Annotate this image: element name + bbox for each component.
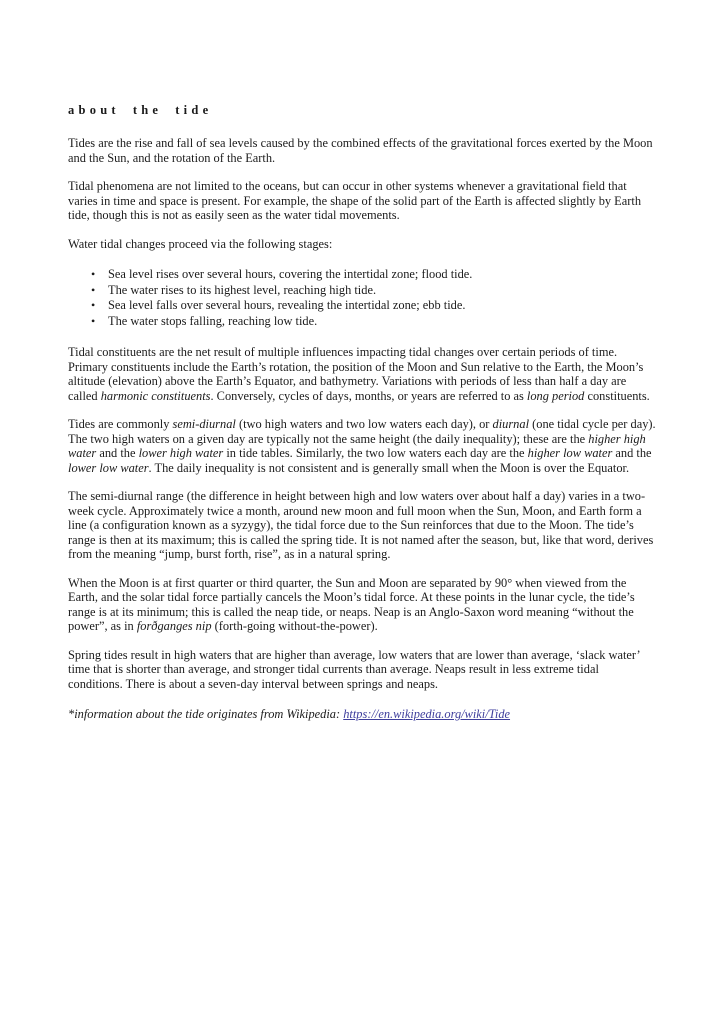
list-item: • Sea level falls over several hours, revealing the intertidal zone; ebb tide. <box>108 298 656 314</box>
paragraph <box>68 179 656 223</box>
text-run: and the <box>612 446 652 460</box>
text-run: lower low water <box>68 460 149 475</box>
text-run: in tide tables. Similarly, the two low waters each day are the <box>223 446 528 460</box>
text-run: lower high water <box>138 446 224 460</box>
text-run: (two high waters and two low waters each day), or <box>235 417 493 431</box>
text-run: Tidal constituents are the net result of multiple influences impacting tidal changes over certain periods of time. Primary constituents include the Earth’s rotation, the position of the Moon and Sun relative to the Earth, the Moon’s altitude (elevation) above the Earth’s Equator, and bathymetry. Variations with periods of less than half a day are called <box>68 345 644 403</box>
paragraph <box>68 237 656 252</box>
text-run: Water tidal changes proceed via the following stages: <box>68 236 333 251</box>
text-run: Tides are commonly <box>68 417 173 431</box>
text-run: long period <box>526 388 585 403</box>
text-run: diurnal <box>492 417 530 431</box>
bullet-list <box>68 267 656 329</box>
text-run: and the <box>96 446 139 460</box>
text-run: semi-diurnal <box>172 417 236 431</box>
text-run: . Conversely, cycles of days, months, or years are referred to as <box>210 388 527 403</box>
text-run: (forth-going without-the-power). <box>211 619 378 633</box>
text-run: Spring tides result in high waters that are higher than average, low waters that are lower than average, ‘slack water’ time that is shorter than average, and stronger tidal currents than average. Neaps result in less extreme tidal conditions. There is about a seven-day interval between springs and neaps. <box>68 647 640 691</box>
text-run: harmonic constituents <box>100 388 211 403</box>
text-run: Tides are the rise and fall of sea levels caused by the combined effects of the gravitational forces exerted by the Moon and the Sun, and the rotation of the Earth. <box>68 136 653 165</box>
list-item: • The water stops falling, reaching low tide. <box>108 314 656 330</box>
paragraph <box>68 489 656 562</box>
paragraph <box>68 345 656 403</box>
text-run: constituents. <box>584 388 650 403</box>
text-run: Tidal phenomena are not limited to the oceans, but can occur in other systems whenever a gravitational field that varies in time and space is present. For example, the shape of the solid part of the Earth is affected slightly by Earth tide, though this is not as easily seen as the water tidal movements. <box>68 179 642 222</box>
list-item: • Sea level rises over several hours, covering the intertidal zone; flood tide. <box>108 267 656 283</box>
text-run: . The daily inequality is not consistent and is generally small when the Moon is over the Equator. <box>148 460 630 475</box>
text-run: (one tidal cycle per day). The two high waters on a given day are typically not the same height (the daily inequality); these are the <box>68 417 656 446</box>
text-run: *information about the tide originates from Wikipedia: <box>68 707 344 721</box>
wikipedia-link[interactable]: https://en.wikipedia.org/wiki/Tide <box>343 707 511 721</box>
text-run: When the Moon is at first quarter or third quarter, the Sun and Moon are separated by 90° when viewed from the Earth, and the solar tidal force partially cancels the Moon’s tidal force. At these points in the lunar cycle, the tide’s range is at its minimum; this is called the neap tide, or neaps. Neap is an Anglo-Saxon word meaning “without the power”, as in <box>68 575 635 633</box>
text-run: higher low water <box>527 446 613 460</box>
paragraph <box>68 648 656 692</box>
paragraph <box>68 136 656 165</box>
source-footnote <box>68 707 656 722</box>
document-title: about the tide <box>68 103 213 117</box>
list-item: • The water rises to its highest level, reaching high tide. <box>108 283 656 299</box>
text-run: forðganges nip <box>136 619 212 633</box>
document-body <box>68 136 656 722</box>
text-run: The semi-diurnal range (the difference in height between high and low waters over about half a day) varies in a two-week cycle. Approximately twice a month, around new moon and full moon when the Sun, Moon, and Earth form a line (a configuration known as a syzygy), the tidal force due to the Sun reinforces that due to the Moon. The tide’s range is then at its maximum; this is called the spring tide. It is not named after the season, but, like that word, derives from the meaning “jump, burst forth, rise”, as in a natural spring. <box>68 489 654 561</box>
paragraph <box>68 576 656 634</box>
text-run: higher high water <box>68 431 646 460</box>
paragraph <box>68 417 656 475</box>
